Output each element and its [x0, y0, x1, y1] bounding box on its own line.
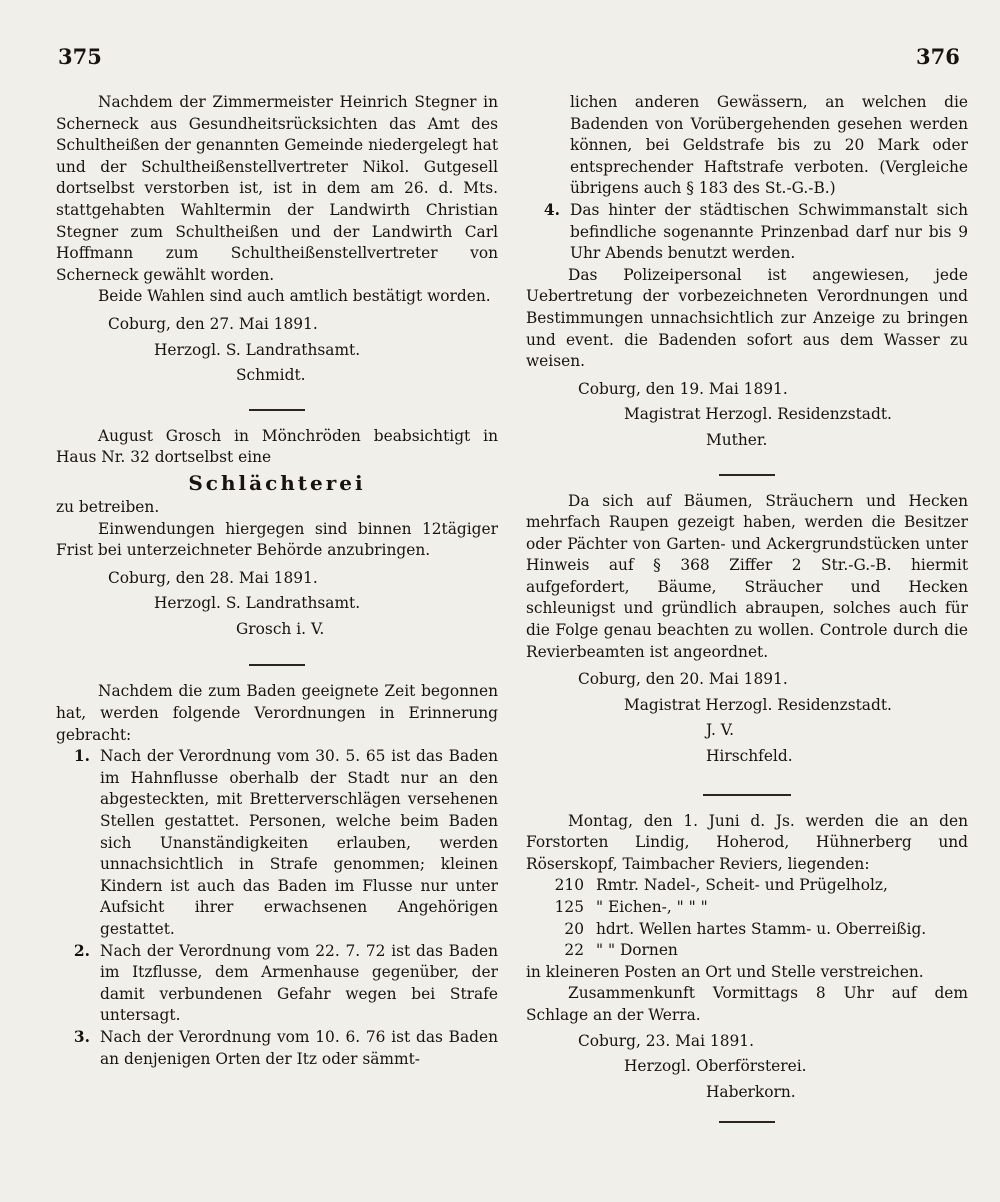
divider-rule — [719, 474, 775, 476]
item-number: 3. — [73, 1027, 90, 1046]
place-date: Coburg, den 20. Mai 1891. — [578, 670, 788, 689]
divider-rule — [719, 1121, 775, 1123]
divider-rule — [703, 794, 791, 796]
item-number: 2. — [73, 941, 90, 960]
signature: Hirschfeld. — [706, 747, 793, 766]
divider-rule — [249, 409, 305, 411]
signature-prefix: J. V. — [706, 721, 735, 740]
authority-line: Magistrat Herzogl. Residenzstadt. — [624, 695, 892, 714]
notice-heading: Schlächterei — [188, 470, 366, 495]
notice-bathing-rules-continued — [526, 92, 968, 452]
notice-closing: in kleineren Posten an Ort und Stelle verstreichen. — [526, 962, 924, 981]
notice-meeting: Zusammenkunft Vormittags 8 Uhr auf dem Schlage an der Werra. — [526, 984, 968, 1024]
item-number: 1. — [73, 747, 90, 766]
item-text: Nach der Verordnung vom 22. 7. 72 ist das Baden im Itzflusse, dem Armenhause gegenüber, der damit verbundenen Gefahr wegen bei Strafe untersagt. — [100, 941, 498, 1025]
notice-body: Da sich auf Bäumen, Sträuchern und Hecken mehrfach Raupen gezeigt haben, werden die Besitzer oder Pächter von Garten- und Ackergrundstücken unter Hinweis auf § 368 Ziffer 2 Str.-G.-B. hiermit aufgefordert, Bäume, Sträucher und Hecken schleunigst und gründlich abraupen, solches auch für die Folge genau beachten zu wollen. Controle durch die Revierbeamten ist angeordnet. — [526, 491, 968, 661]
lot-description: " " Dornen — [596, 941, 678, 960]
notice-purpose: zu betreiben. — [56, 497, 160, 516]
authority-line: Herzogl. Oberförsterei. — [624, 1057, 807, 1076]
notice-caterpillars — [526, 491, 968, 768]
lot-quantity: 210 — [554, 876, 584, 895]
item-text: Das hinter der städtischen Schwimmanstalt sich befindliche sogenannte Prinzenbad darf nur bis 9 Uhr Abends benutzt werden. — [570, 200, 968, 263]
item-text: Nach der Verordnung vom 30. 5. 65 ist das Baden im Hahnflusse oberhalb der Stadt nur an den abgesteckten, mit Bretterverschlägen versehenen Stellen gestattet. Personen, welche beim Baden sich Unanständigkeiten erlauben, werden unnachsichtlich in Strafe genommen; kleinen Kindern ist auch das Baden im Flusse nur unter Aufsicht ihrer erwachsenen Angehörigen gestattet. — [100, 747, 498, 938]
notice-wood-auction — [526, 811, 968, 1104]
place-date: Coburg, 23. Mai 1891. — [578, 1031, 754, 1050]
notice-butcher-shop — [56, 426, 498, 641]
notice-intro: August Grosch in Mönchröden beabsichtigt in Haus Nr. 32 dortselbst eine — [56, 426, 498, 467]
notice-mayor-election — [56, 92, 498, 387]
notice-bathing-rules — [56, 681, 498, 1070]
notice-closing: Das Polizeipersonal ist angewiesen, jede Uebertretung der vorbezeichneten Verordnungen und Bestimmungen unnachsichtlich zur Anzeige zu bringen und event. die Badenden sofort aus dem Wasser zu weisen. — [526, 265, 968, 371]
notice-body: Nachdem der Zimmermeister Heinrich Stegner in Scherneck aus Gesundheitsrücksichten das Amt des Schultheißen der genannten Gemeinde niedergelegt hat und der Schultheißenstellvertreter Nikol. Gutgesell dortselbst verstorben ist, ist in dem am 26. d. Mts. stattgehabten Wahltermin der Landwirth Christian Stegner zum Schultheißen und der Landwirth Carl Hoffmann zum Schultheißenstellvertreter von Scherneck gewählt worden. — [56, 93, 498, 284]
signature: Muther. — [706, 430, 768, 449]
right-column — [526, 92, 968, 1138]
list-item-continuation — [526, 92, 968, 200]
authority-line: Herzogl. S. Landrathsamt. — [154, 594, 361, 613]
left-column — [56, 92, 498, 1070]
item-text: Nach der Verordnung vom 10. 6. 76 ist das Baden an denjenigen Orten der Itz oder sämmt- — [100, 1027, 498, 1068]
place-date: Coburg, den 27. Mai 1891. — [108, 314, 318, 333]
signature: Grosch i. V. — [236, 619, 325, 638]
authority-line: Herzogl. S. Landrathsamt. — [154, 340, 361, 359]
lot-row — [526, 919, 968, 941]
notice-objections: Einwendungen hiergegen sind binnen 12tägiger Frist bei unterzeichneter Behörde anzubringen. — [56, 519, 498, 560]
notice-intro: Montag, den 1. Juni d. Js. werden die an den Forstorten Lindig, Hoherod, Hühnerberg und Röserskopf, Taimbacher Reviers, liegenden: — [526, 811, 968, 873]
signature: Schmidt. — [236, 366, 306, 385]
lot-quantity: 125 — [554, 898, 584, 916]
lot-description: Rmtr. Nadel-, Scheit- und Prügelholz, — [596, 876, 888, 895]
lot-description: hdrt. Wellen hartes Stamm- u. Oberreißig. — [596, 919, 927, 938]
lot-row — [526, 897, 968, 919]
page-number-right: 376 — [916, 44, 960, 69]
lot-description: " Eichen-, " " " — [596, 898, 708, 916]
page-number-left: 375 — [58, 44, 102, 69]
list-item — [56, 1027, 498, 1070]
lot-quantity: 20 — [564, 919, 584, 938]
authority-line: Magistrat Herzogl. Residenzstadt. — [624, 405, 892, 424]
lot-row — [526, 940, 968, 962]
list-item — [56, 746, 498, 940]
notice-body-confirmation: Beide Wahlen sind auch amtlich bestätigt worden. — [98, 287, 491, 306]
list-item — [526, 200, 968, 265]
signature: Haberkorn. — [706, 1082, 796, 1101]
lot-quantity: 22 — [564, 941, 584, 960]
item-text: lichen anderen Gewässern, an welchen die Badenden von Vorübergehenden gesehen werden können, bei Geldstrafe bis zu 20 Mark oder entsprechender Haftstrafe verboten. (Vergleiche übrigens auch § 183 des St.-G.-B.) — [570, 93, 968, 198]
divider-rule — [249, 664, 305, 666]
notice-intro: Nachdem die zum Baden geeignete Zeit begonnen hat, werden folgende Verordnungen in Erinnerung gebracht: — [56, 682, 498, 744]
lot-row — [526, 875, 968, 897]
list-item — [56, 941, 498, 1027]
place-date: Coburg, den 28. Mai 1891. — [108, 568, 318, 587]
item-number: 4. — [543, 200, 560, 219]
place-date: Coburg, den 19. Mai 1891. — [578, 379, 788, 398]
